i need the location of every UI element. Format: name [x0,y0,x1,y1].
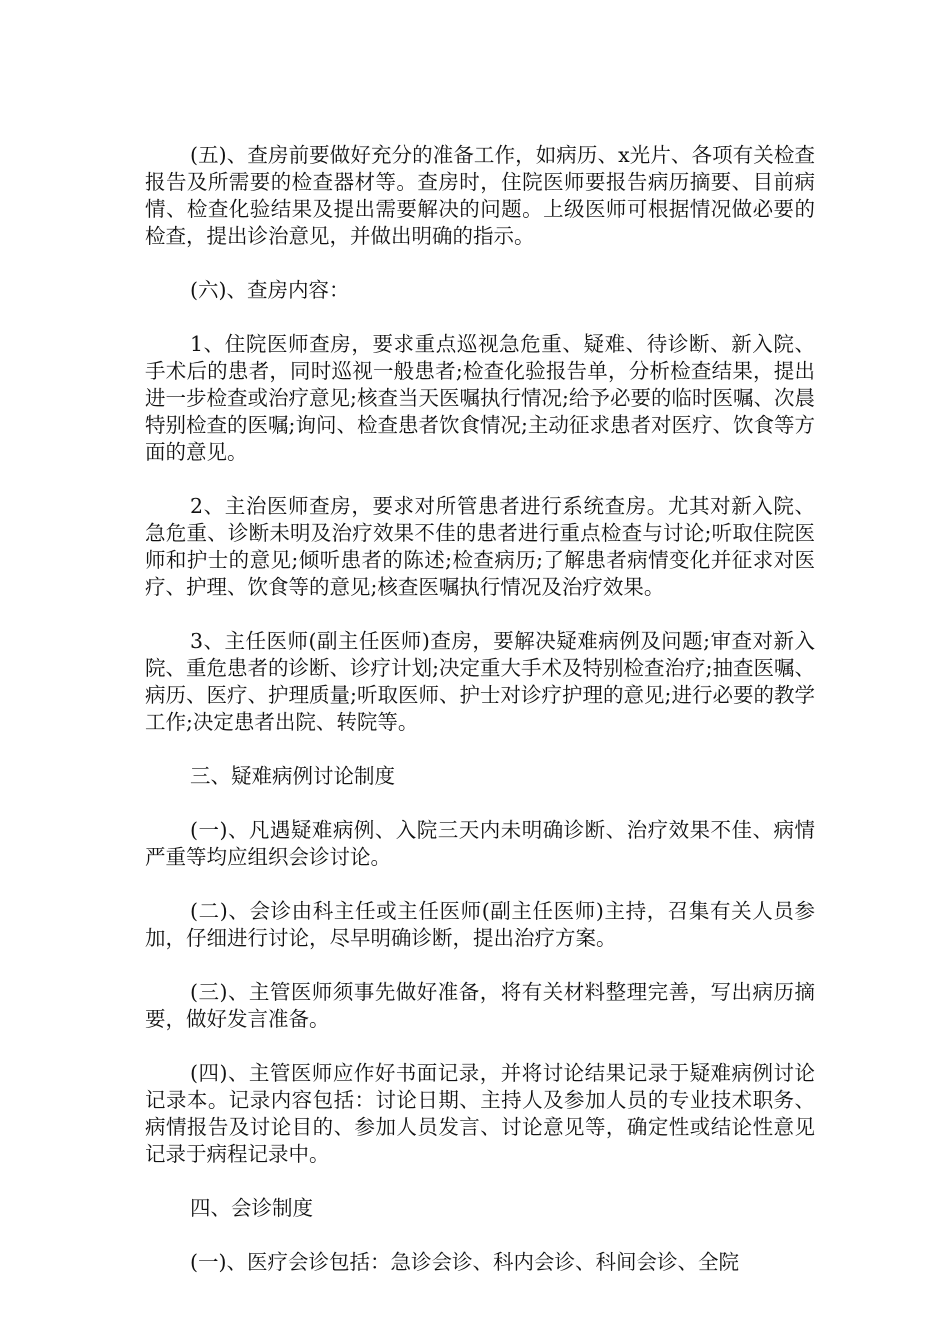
paragraph-resident-rounds: 1、住院医师查房，要求重点巡视急危重、疑难、待诊断、新入院、手术后的患者，同时巡视一般患者;检查化验报告单，分析检查结果，提出进一步检查或治疗意见;核查当天医嘱执行情况;给予必要的临时医嘱、次晨特别检查的医嘱;询问、检查患者饮食情况;主动征求患者对医疗、饮食等方面的意见。 [145,332,815,464]
paragraph-discussion-host: (二)、会诊由科主任或主任医师(副主任医师)主持，召集有关人员参加，仔细进行讨论，尽早明确诊断，提出治疗方案。 [145,899,815,950]
section-heading-consultation-system: 四、会诊制度 [190,1196,313,1220]
section-heading-difficult-case-discussion: 三、疑难病例讨论制度 [190,764,395,788]
document-body [145,142,815,1303]
paragraph-attending-rounds: 2、主治医师查房，要求对所管患者进行系统查房。尤其对新入院、急危重、诊断未明及治疗效果不佳的患者进行重点检查与讨论;听取住院医师和护士的意见;倾听患者的陈述;检查病历;了解患者病情变化并征求对医疗、护理、饮食等的意见;核查医嘱执行情况及治疗效果。 [145,494,815,599]
paragraph-discussion-records: (四)、主管医师应作好书面记录，并将讨论结果记录于疑难病例讨论记录本。记录内容包括：讨论日期、主持人及参加人员的专业技术职务、病情报告及讨论目的、参加人员发言、讨论意见等，确定性或结论性意见记录于病程记录中。 [145,1061,815,1166]
paragraph-rounds-preparation: (五)、查房前要做好充分的准备工作，如病历、x光片、各项有关检查报告及所需要的检查器材等。查房时，住院医师要报告病历摘要、目前病情、检查化验结果及提出需要解决的问题。上级医师可根据情况做必要的检查，提出诊治意见，并做出明确的指示。 [145,143,815,248]
paragraph-consultation-types: (一)、医疗会诊包括：急诊会诊、科内会诊、科间会诊、全院 [190,1250,739,1274]
paragraph-discussion-preparation: (三)、主管医师须事先做好准备，将有关材料整理完善，写出病历摘要，做好发言准备。 [145,980,815,1031]
paragraph-chief-rounds: 3、主任医师(副主任医师)查房，要解决疑难病例及问题;审查对新入院、重危患者的诊断、诊疗计划;决定重大手术及特别检查治疗;抽查医嘱、病历、医疗、护理质量;听取医师、护士对诊疗护理的意见;进行必要的教学工作;决定患者出院、转院等。 [145,629,815,734]
paragraph-rounds-content-heading: (六)、查房内容： [190,278,350,302]
paragraph-discussion-triggers: (一)、凡遇疑难病例、入院三天内未明确诊断、治疗效果不佳、病情严重等均应组织会诊讨论。 [145,818,815,869]
